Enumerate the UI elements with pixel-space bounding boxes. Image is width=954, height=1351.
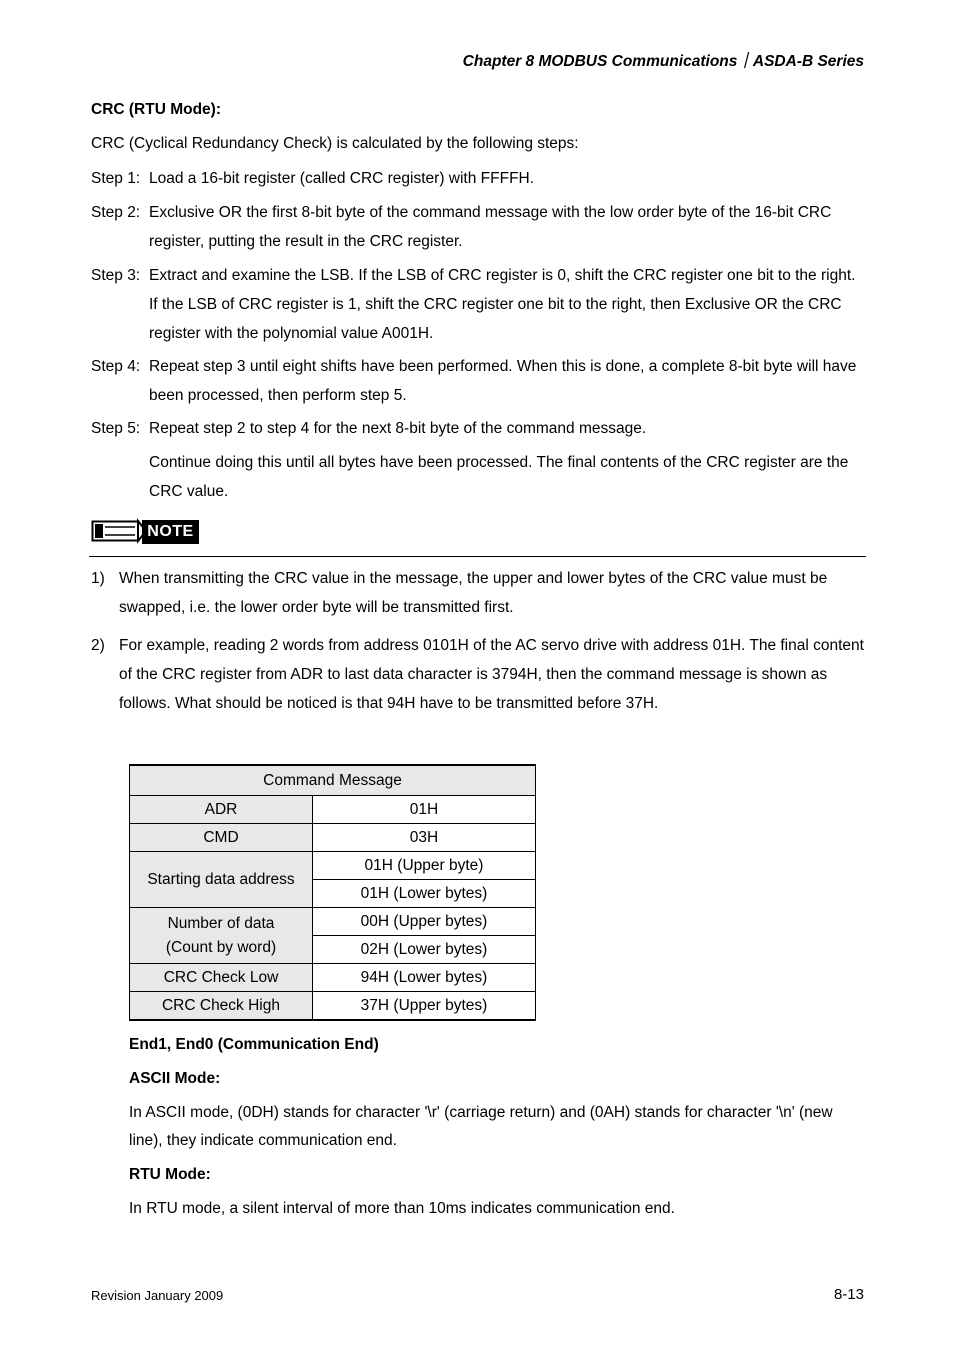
table-row (130, 824, 536, 852)
note-item-2 (91, 631, 866, 718)
table-label-line: (Count by word) (165, 938, 277, 956)
rtu-heading: RTU Mode: (129, 1166, 211, 1183)
step-text: Load a 16-bit register (called CRC register) with FFFFH. (149, 170, 535, 187)
note-item-number: 2) (91, 637, 105, 654)
divider (89, 556, 866, 557)
table-value: 02H (Lower bytes) (313, 936, 536, 964)
table-row (130, 964, 536, 992)
step-5 (91, 414, 866, 443)
step-label: Step 5: (91, 420, 141, 437)
table-value: 01H (Lower bytes) (313, 880, 536, 908)
table-value: 94H (Lower bytes) (313, 964, 536, 992)
table-title: Command Message (130, 765, 536, 796)
ascii-heading: ASCII Mode: (129, 1070, 221, 1087)
step-text: Repeat step 2 to step 4 for the next 8-bit byte of the command message. (149, 420, 647, 437)
table-value: 03H (313, 824, 536, 852)
page-header: Chapter 8 MODBUS Communications｜ASDA-B Series (462, 53, 864, 70)
end-heading: End1, End0 (Communication End) (129, 1036, 379, 1053)
table-value: 00H (Upper bytes) (313, 908, 536, 936)
table-label (130, 908, 313, 964)
step-4 (91, 352, 866, 410)
step-label: Step 3: (91, 267, 141, 284)
table-label: ADR (130, 796, 313, 824)
command-message-table (129, 764, 536, 1021)
table-row (130, 796, 536, 824)
note-item-1 (91, 564, 866, 622)
step-2 (91, 198, 866, 256)
table-label-line: Number of data (167, 914, 275, 932)
table-value: 01H (313, 796, 536, 824)
step-text: Repeat step 3 until eight shifts have been performed. When this is done, a complete 8-bit byte will have been processed, then perform step 5. (149, 358, 857, 404)
step-text: Exclusive OR the first 8-bit byte of the command message with the low order byte of the 16-bit CRC register, putting the result in the CRC register. (149, 204, 832, 250)
table-row (130, 908, 536, 936)
note-item-number: 1) (91, 570, 105, 587)
note-item-text: For example, reading 2 words from address 0101H of the AC servo drive with address 01H. The final content of the CRC register from ADR to last data character is 3794H, then the command message is shown as follows. What should be noticed is that 94H have to be transmitted before 37H. (119, 637, 864, 712)
step-1 (91, 164, 866, 193)
table-value: 01H (Upper byte) (313, 852, 536, 880)
page-number: 8-13 (833, 1286, 864, 1303)
table-value: 37H (Upper bytes) (313, 992, 536, 1021)
continuation-text: Continue doing this until all bytes have been processed. The final contents of the CRC register are the CRC value. (149, 454, 849, 500)
footer-revision: Revision January 2009 (91, 1288, 224, 1303)
crc-heading: CRC (RTU Mode): (91, 101, 222, 118)
step-continuation (91, 448, 866, 506)
crc-intro: CRC (Cyclical Redundancy Check) is calculated by the following steps: (91, 135, 579, 152)
note-label: NOTE (142, 520, 199, 544)
rtu-text: In RTU mode, a silent interval of more than 10ms indicates communication end. (129, 1200, 675, 1217)
table-label: CMD (130, 824, 313, 852)
table-row (130, 852, 536, 880)
table-label: CRC Check High (130, 992, 313, 1021)
note-item-text: When transmitting the CRC value in the message, the upper and lower bytes of the CRC value must be swapped, i.e. the lower order byte will be transmitted first. (119, 570, 828, 616)
step-text: Extract and examine the LSB. If the LSB of CRC register is 0, shift the CRC register one bit to the right. If the LSB of CRC register is 1, shift the CRC register one bit to the right, then Exclusive OR the CRC register with the polynomial value A001H. (149, 267, 856, 342)
table-label: CRC Check Low (130, 964, 313, 992)
step-label: Step 4: (91, 358, 141, 375)
step-label: Step 1: (91, 170, 141, 187)
step-3 (91, 261, 866, 348)
table-label: Starting data address (130, 852, 313, 908)
ascii-text: In ASCII mode, (0DH) stands for character '\r' (carriage return) and (0AH) stands for character '\n' (new line), they indicate communication end. (129, 1104, 833, 1149)
table-row (130, 992, 536, 1021)
step-label: Step 2: (91, 204, 141, 221)
